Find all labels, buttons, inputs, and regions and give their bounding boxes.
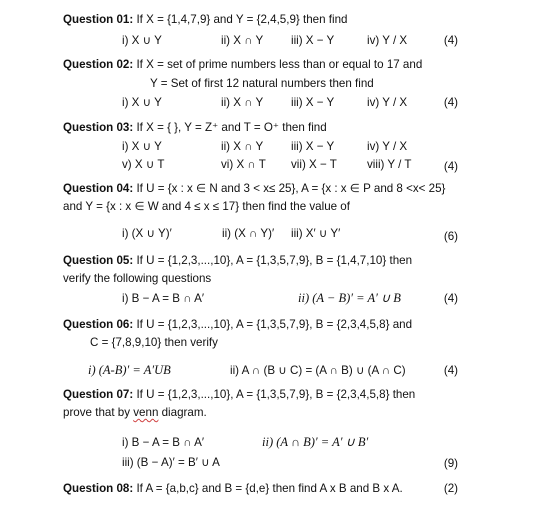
q4-marks: (6) — [443, 230, 458, 243]
q2-part-i: i) X ∪ Y — [122, 96, 162, 109]
q2-part-iv: iv) Y / X — [367, 96, 408, 109]
q2-part-iii: iii) X − Y — [291, 96, 335, 109]
q4-part-i: i) (X ∪ Y)′ — [122, 227, 172, 240]
q6-line2: C = {7,8,9,10} then verify — [90, 336, 218, 349]
q3-part-vii: vii) X − T — [291, 158, 337, 171]
q3-part-viii: viii) Y / T — [367, 158, 412, 171]
q3-part-v: v) X ∪ T — [122, 158, 165, 171]
q5-statement — [63, 254, 412, 268]
q5-line2: verify the following questions — [63, 272, 212, 285]
q4-statement — [63, 182, 445, 196]
q6-statement — [63, 318, 412, 332]
q3-part-vi: vi) X ∩ T — [221, 158, 266, 171]
q5-part-ii: ii) (A − B)′ = A′ ∪ B — [298, 291, 401, 305]
q2-statement — [63, 58, 422, 72]
q7-part-iii: iii) (B − A)′ = B′ ∪ A — [122, 456, 220, 469]
q3-heading: Question 03: — [63, 121, 134, 134]
q5-heading: Question 05: — [63, 254, 134, 267]
q6-part-ii: ii) A ∩ (B ∪ C) = (A ∩ B) ∪ (A ∩ C) — [230, 364, 406, 377]
q1-part-ii: ii) X ∩ Y — [221, 34, 264, 47]
q8-heading: Question 08: — [63, 482, 134, 495]
q6-heading: Question 06: — [63, 318, 134, 331]
q7-text: If U = {1,2,3,...,10}, A = {1,3,5,7,9}, B = {2,3,4,5,8} then — [133, 388, 416, 401]
q5-part-i: i) B − A = B ∩ A′ — [122, 292, 205, 305]
q5-marks: (4) — [443, 292, 458, 305]
q1-marks: (4) — [443, 34, 458, 47]
q3-part-ii: ii) X ∩ Y — [221, 140, 264, 153]
q3-part-iv: iv) Y / X — [367, 140, 408, 153]
q7-part-ii: ii) (A ∩ B)′ = A′ ∪ B′ — [262, 435, 369, 449]
q1-heading: Question 01: — [63, 13, 134, 26]
q1-part-iii: iii) X − Y — [291, 34, 335, 47]
q6-marks: (4) — [443, 364, 458, 377]
q2-marks: (4) — [443, 96, 458, 109]
q2-line2: Y = Set of first 12 natural numbers then find — [150, 77, 374, 90]
q3-statement — [63, 121, 327, 135]
q7-statement — [63, 388, 415, 402]
q7-marks: (9) — [443, 457, 458, 470]
q7-heading: Question 07: — [63, 388, 134, 401]
q4-heading: Question 04: — [63, 182, 134, 195]
q4-text: If U = {x : x ∈ N and 3 < x≤ 25}, A = {x : x ∈ P and 8 <x< 25} — [133, 182, 446, 195]
q7-line2-end: diagram. — [158, 406, 207, 419]
q7-part-i: i) B − A = B ∩ A′ — [122, 436, 205, 449]
q1-part-i: i) X ∪ Y — [122, 34, 162, 47]
q3-part-iii: iii) X − Y — [291, 140, 335, 153]
q2-heading: Question 02: — [63, 58, 134, 71]
q1-part-iv: iv) Y / X — [367, 34, 408, 47]
q5-text: If U = {1,2,3,...,10}, A = {1,3,5,7,9}, B = {1,4,7,10} then — [133, 254, 413, 267]
q3-text: If X = { }, Y = Z⁺ and T = O⁺ then find — [133, 121, 327, 134]
q4-line2: and Y = {x : x ∈ W and 4 ≤ x ≤ 17} then find the value of — [63, 200, 350, 213]
q7-venn-word: venn — [133, 406, 159, 419]
q7-line2 — [63, 406, 207, 420]
q1-text: If X = {1,4,7,9} and Y = {2,4,5,9} then find — [133, 13, 348, 26]
q4-part-iii: iii) X′ ∪ Y′ — [291, 227, 341, 240]
q7-line2-start: prove that by — [63, 406, 134, 419]
q2-part-ii: ii) X ∩ Y — [221, 96, 264, 109]
q3-marks: (4) — [443, 160, 458, 173]
q2-text: If X = set of prime numbers less than or equal to 17 and — [133, 58, 423, 71]
q6-part-i: i) (A-B)′ = A′UB — [88, 363, 171, 377]
q6-text: If U = {1,2,3,...,10}, A = {1,3,5,7,9}, B = {2,3,4,5,8} and — [133, 318, 413, 331]
q4-part-ii: ii) (X ∩ Y)′ — [222, 227, 275, 240]
q8-statement — [63, 482, 403, 496]
q8-marks: (2) — [443, 482, 458, 495]
q8-text: If A = {a,b,c} and B = {d,e} then find A x B and B x A. — [133, 482, 403, 495]
q3-part-i: i) X ∪ Y — [122, 140, 162, 153]
q1-statement — [63, 13, 347, 27]
